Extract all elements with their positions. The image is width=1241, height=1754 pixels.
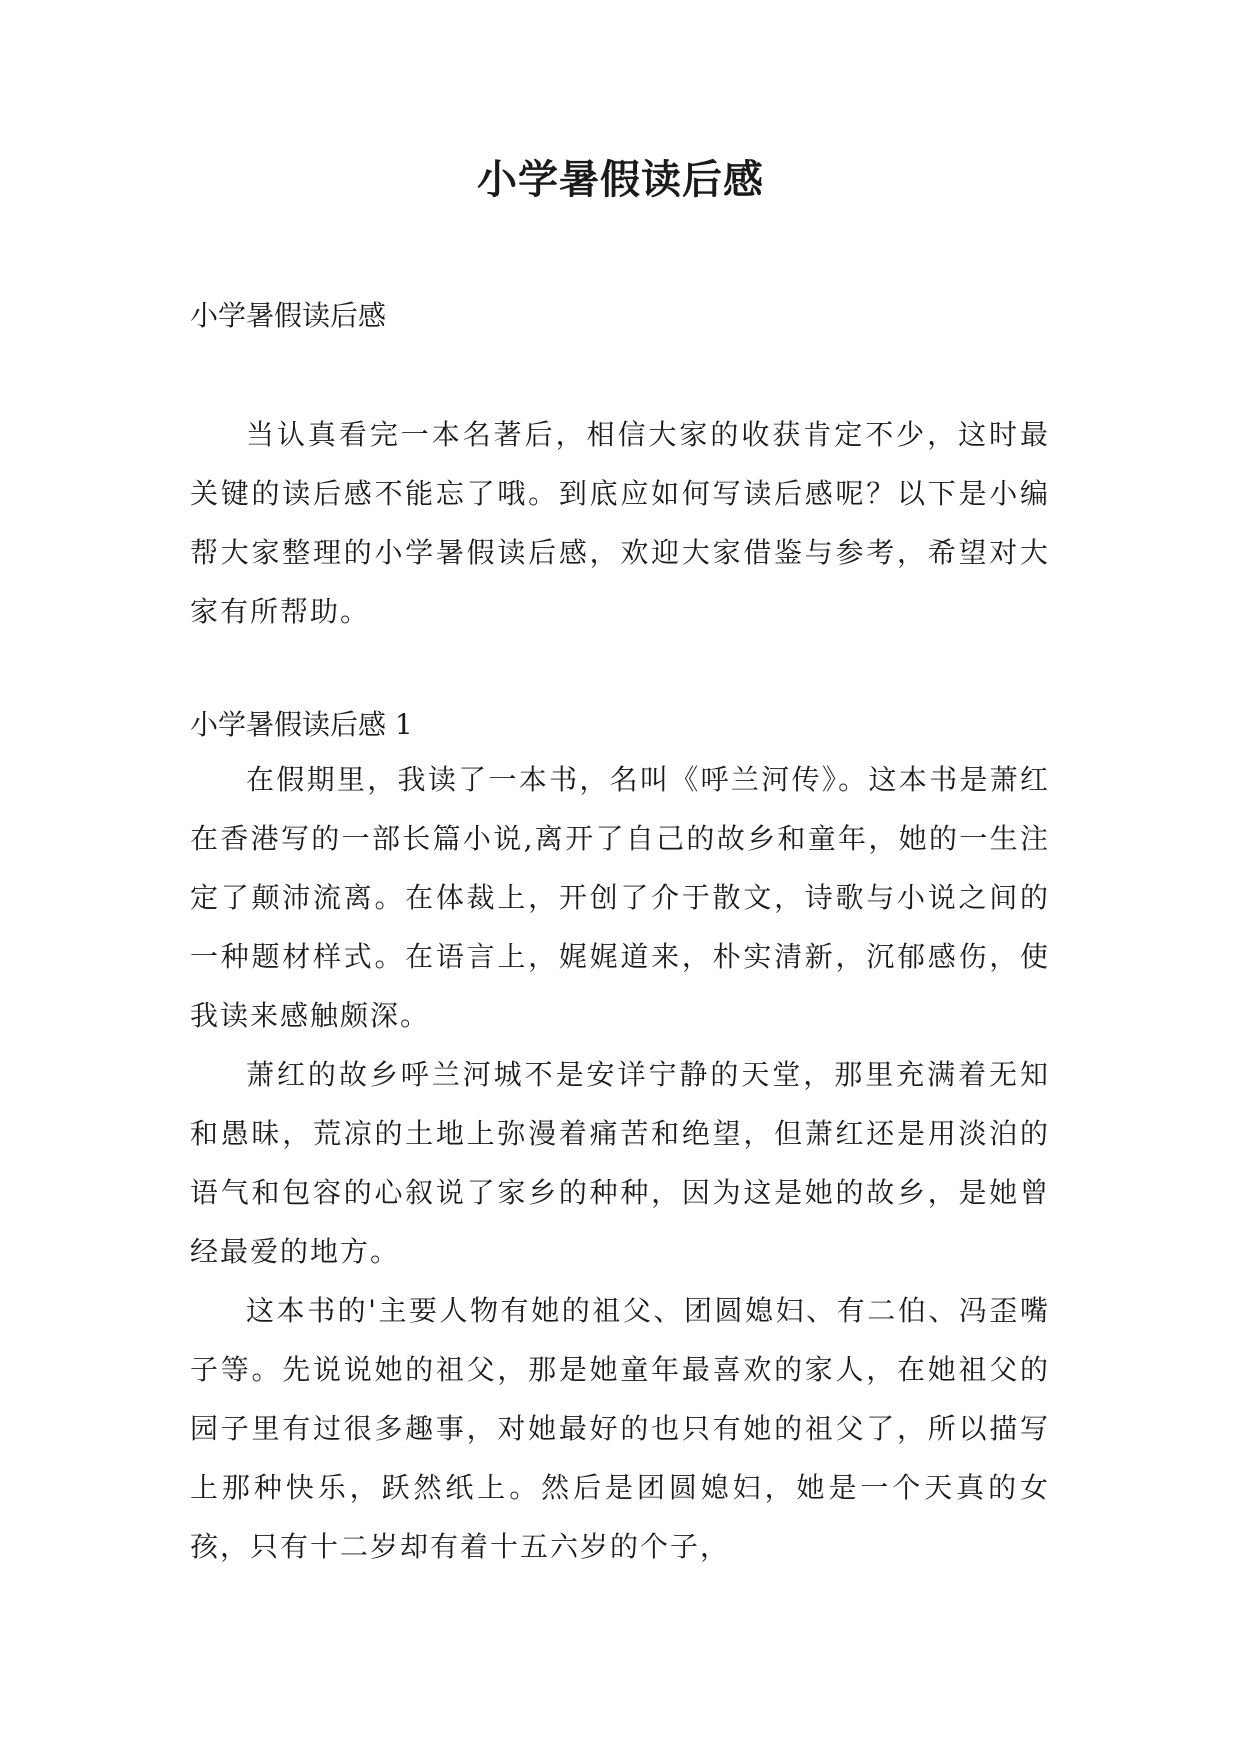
- section-heading: 小学暑假读后感 1: [190, 708, 413, 741]
- body-paragraph: 这本书的'主要人物有她的祖父、团圆媳妇、有二伯、冯歪嘴子等。先说说她的祖父，那是她童年最喜欢的家人，在她祖父的园子里有过很多趣事，对她最好的也只有她的祖父了，所以描写上那种快乐，跃然纸上。然后是团圆媳妇，她是一个天真的女孩，只有十二岁却有着十五六岁的个子，: [190, 1294, 1050, 1563]
- document-subtitle: 小学暑假读后感: [190, 299, 387, 332]
- intro-paragraph: 当认真看完一本名著后，相信大家的收获肯定不少，这时最关键的读后感不能忘了哦。到底应如何写读后感呢？以下是小编帮大家整理的小学暑假读后感，欢迎大家借鉴与参考，希望对大家有所帮助。: [190, 418, 1050, 628]
- body-paragraph: 萧红的故乡呼兰河城不是安详宁静的天堂，那里充满着无知和愚昧，荒凉的土地上弥漫着痛苦和绝望，但萧红还是用淡泊的语气和包容的心叙说了家乡的种种，因为这是她的故乡，是她曾经最爱的地方。: [190, 1058, 1050, 1268]
- body-paragraph: 在假期里，我读了一本书，名叫《呼兰河传》。这本书是萧红在香港写的一部长篇小说,离开了自己的故乡和童年，她的一生注定了颠沛流离。在体裁上，开创了介于散文，诗歌与小说之间的一种题材样式。在语言上，娓娓道来，朴实清新，沉郁感伤，使我读来感触颇深。: [190, 763, 1050, 1032]
- document-title: 小学暑假读后感: [477, 157, 764, 203]
- section-body: [190, 750, 1050, 1576]
